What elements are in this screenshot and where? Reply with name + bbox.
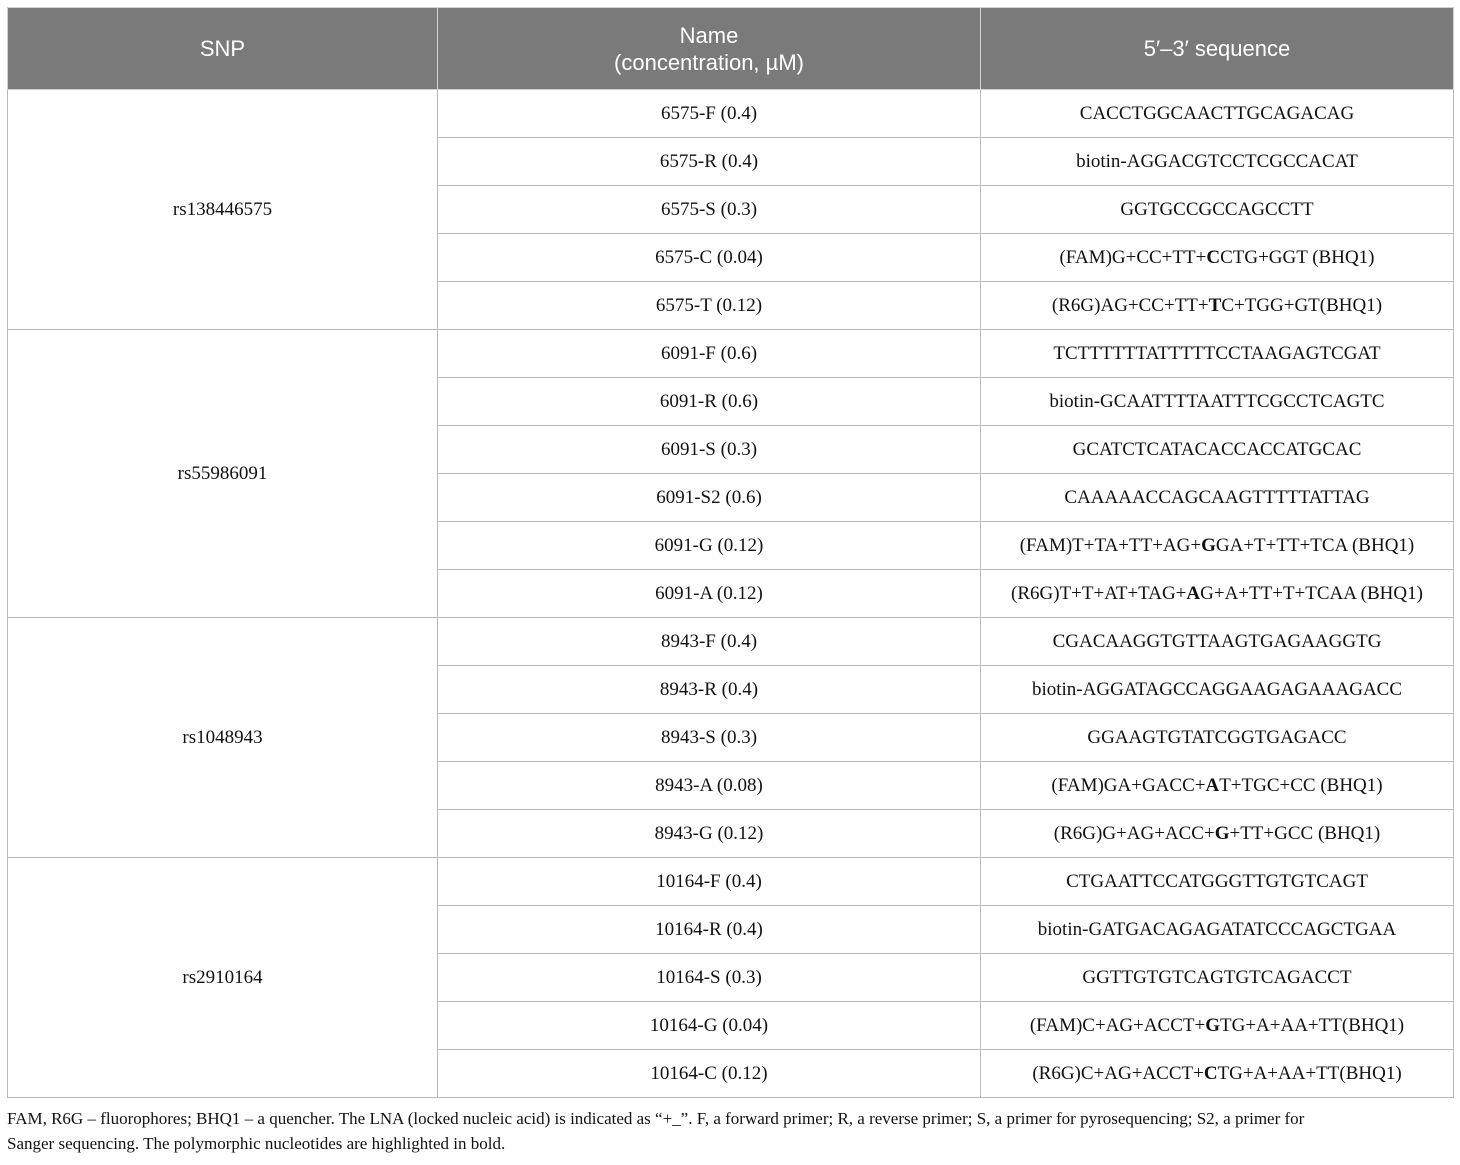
sequence-cell [981, 954, 1454, 1002]
primer-name-cell: 6575-F (0.4) [438, 90, 981, 138]
table-body [8, 90, 1454, 1098]
primer-table [7, 7, 1454, 1098]
sequence-suffix: T+TGC+CC (BHQ1) [1219, 774, 1383, 796]
polymorphic-nucleotide: T [1208, 294, 1222, 316]
sequence-prefix: CAAAAACCAGCAAGTTTTTATTAG [1064, 486, 1370, 508]
polymorphic-nucleotide: G [1214, 822, 1230, 844]
primer-name-cell: 6091-S (0.3) [438, 426, 981, 474]
sequence-cell [981, 570, 1454, 618]
polymorphic-nucleotide: C [1203, 1062, 1218, 1084]
table-row [8, 90, 1454, 138]
sequence-cell [981, 618, 1454, 666]
sequence-cell [981, 138, 1454, 186]
header-name-line1: Name [679, 22, 739, 48]
primer-name-cell: 6575-T (0.12) [438, 282, 981, 330]
sequence-cell [981, 282, 1454, 330]
sequence-suffix: TG+A+AA+TT(BHQ1) [1217, 1062, 1402, 1084]
sequence-prefix: (FAM)C+AG+ACCT+ [1029, 1014, 1206, 1036]
sequence-cell [981, 1050, 1454, 1098]
sequence-prefix: biotin-AGGACGTCCTCGCCACAT [1076, 150, 1358, 172]
polymorphic-nucleotide: A [1205, 774, 1220, 796]
primer-name-cell: 6091-R (0.6) [438, 378, 981, 426]
sequence-suffix: C+TGG+GT(BHQ1) [1221, 294, 1383, 316]
sequence-cell [981, 1002, 1454, 1050]
primer-name-cell: 8943-G (0.12) [438, 810, 981, 858]
sequence-cell [981, 426, 1454, 474]
snp-cell: rs138446575 [8, 90, 438, 330]
sequence-prefix: (R6G)C+AG+ACCT+ [1032, 1062, 1204, 1084]
primer-table-container [7, 7, 1453, 1098]
header-sequence: 5′–3′ sequence [981, 8, 1454, 90]
table-header [8, 8, 1454, 90]
sequence-prefix: (FAM)G+CC+TT+ [1059, 246, 1207, 268]
primer-name-cell: 6091-G (0.12) [438, 522, 981, 570]
sequence-prefix: biotin-AGGATAGCCAGGAAGAGAAAGACC [1031, 678, 1403, 700]
header-snp: SNP [8, 8, 438, 90]
sequence-suffix: GA+T+TT+TCA (BHQ1) [1215, 534, 1415, 556]
sequence-suffix: G+A+TT+T+TCAA (BHQ1) [1200, 582, 1423, 604]
primer-name-cell: 8943-R (0.4) [438, 666, 981, 714]
snp-cell: rs1048943 [8, 618, 438, 858]
sequence-prefix: biotin-GCAATTTTAATTTCGCCTCAGTC [1049, 390, 1385, 412]
sequence-prefix: TCTTTTTTATTTTTCCTAAGAGTCGAT [1053, 342, 1381, 364]
sequence-cell [981, 90, 1454, 138]
sequence-cell [981, 378, 1454, 426]
primer-name-cell: 6575-R (0.4) [438, 138, 981, 186]
polymorphic-nucleotide: G [1201, 534, 1216, 556]
footnote-line1: FAM, R6G – fluorophores; BHQ1 – a quencher. The LNA (locked nucleic acid) is indicated as “+_”. F, a forward primer; R, a reverse primer; S, a primer for pyrosequencing; S2, a primer for [7, 1109, 1305, 1128]
table-footnote [7, 1106, 1453, 1156]
sequence-cell [981, 906, 1454, 954]
sequence-prefix: GCATCTCATACACCACCATGCAC [1072, 438, 1362, 460]
sequence-prefix: (R6G)AG+CC+TT+ [1051, 294, 1209, 316]
sequence-prefix: CTGAATTCCATGGGTTGTGTCAGT [1066, 870, 1368, 892]
primer-name-cell: 10164-G (0.04) [438, 1002, 981, 1050]
polymorphic-nucleotide: C [1206, 246, 1221, 268]
sequence-cell [981, 474, 1454, 522]
sequence-prefix: CACCTGGCAACTTGCAGACAG [1079, 102, 1355, 124]
sequence-cell [981, 330, 1454, 378]
polymorphic-nucleotide: G [1205, 1014, 1221, 1036]
primer-name-cell: 6091-F (0.6) [438, 330, 981, 378]
table-row [8, 858, 1454, 906]
primer-name-cell: 10164-F (0.4) [438, 858, 981, 906]
sequence-prefix: GGAAGTGTATCGGTGAGACC [1087, 726, 1347, 748]
snp-cell: rs55986091 [8, 330, 438, 618]
primer-name-cell: 6091-A (0.12) [438, 570, 981, 618]
header-name [438, 8, 981, 90]
primer-name-cell: 6575-C (0.04) [438, 234, 981, 282]
primer-name-cell: 10164-C (0.12) [438, 1050, 981, 1098]
primer-name-cell: 8943-S (0.3) [438, 714, 981, 762]
sequence-cell [981, 234, 1454, 282]
sequence-cell [981, 714, 1454, 762]
table-row [8, 618, 1454, 666]
header-name-line2: (concentration, µM) [614, 49, 804, 75]
sequence-cell [981, 810, 1454, 858]
sequence-suffix: CTG+GGT (BHQ1) [1220, 246, 1375, 268]
primer-name-cell: 10164-R (0.4) [438, 906, 981, 954]
sequence-prefix: (FAM)GA+GACC+ [1051, 774, 1206, 796]
sequence-cell [981, 186, 1454, 234]
snp-cell: rs2910164 [8, 858, 438, 1098]
primer-name-cell: 6091-S2 (0.6) [438, 474, 981, 522]
sequence-prefix: GGTGCCGCCAGCCTT [1120, 198, 1314, 220]
primer-name-cell: 8943-F (0.4) [438, 618, 981, 666]
sequence-prefix: (FAM)T+TA+TT+AG+ [1019, 534, 1202, 556]
primer-name-cell: 8943-A (0.08) [438, 762, 981, 810]
polymorphic-nucleotide: A [1186, 582, 1201, 604]
footnote-line2: Sanger sequencing. The polymorphic nucleotides are highlighted in bold. [7, 1134, 506, 1153]
sequence-cell [981, 666, 1454, 714]
sequence-cell [981, 858, 1454, 906]
header-row [8, 8, 1454, 90]
sequence-prefix: (R6G)T+T+AT+TAG+ [1011, 582, 1187, 604]
sequence-cell [981, 522, 1454, 570]
sequence-suffix: +TT+GCC (BHQ1) [1229, 822, 1381, 844]
primer-name-cell: 6575-S (0.3) [438, 186, 981, 234]
sequence-prefix: biotin-GATGACAGAGATATCCCAGCTGAA [1037, 918, 1397, 940]
sequence-prefix: GGTTGTGTCAGTGTCAGACCT [1082, 966, 1352, 988]
table-row [8, 330, 1454, 378]
sequence-prefix: CGACAAGGTGTTAAGTGAGAAGGTG [1052, 630, 1382, 652]
sequence-cell [981, 762, 1454, 810]
sequence-prefix: (R6G)G+AG+ACC+ [1053, 822, 1215, 844]
sequence-suffix: TG+A+AA+TT(BHQ1) [1220, 1014, 1405, 1036]
primer-name-cell: 10164-S (0.3) [438, 954, 981, 1002]
